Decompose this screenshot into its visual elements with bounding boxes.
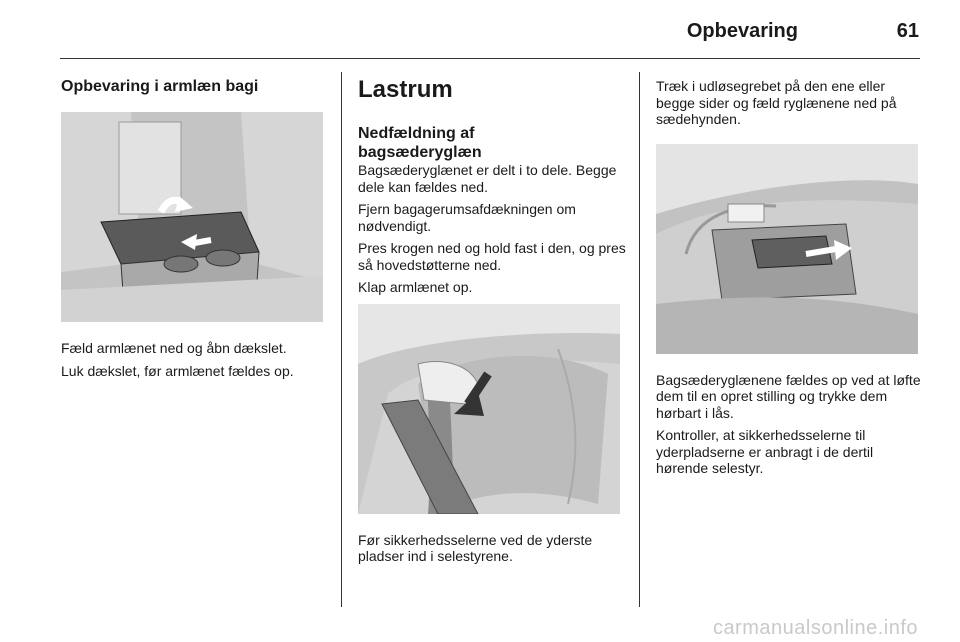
column-2 [358, 72, 626, 571]
paragraph: Træk i udløsegrebet på den ene eller begge sider og fæld ryglænene ned på sædehynden. [656, 78, 897, 127]
paragraph: Fæld armlænet ned og åbn dækslet. [61, 340, 287, 356]
paragraph: Kontroller, at sikkerhedsselerne til yderpladserne er anbragt i de dertil hørende selestyr. [656, 427, 874, 476]
paragraph: Klap armlænet op. [358, 279, 473, 295]
armrest-illustration [61, 112, 323, 322]
column-1 [61, 72, 329, 385]
paragraph: Bagsæderyglænene fældes op ved at løfte dem til en opret stilling og trykke dem hørbart i lås. [656, 371, 921, 421]
paragraph: Fjern bagagerumsafdækningen om nødvendigt. [358, 201, 576, 234]
figure-caption: Før sikkerhedsselerne ved de yderste pladser ind i selestyrene. [358, 531, 593, 564]
seat-release-lever-illustration [656, 144, 918, 354]
paragraph: Luk dækslet, før armlænet fældes op. [61, 362, 294, 379]
column-divider [639, 72, 640, 607]
paragraph: Pres krogen ned og hold fast i den, og pres så hovedstøtterne ned. [358, 240, 626, 273]
column-3 [656, 72, 926, 483]
paragraph: Bagsæderyglænet er delt i to dele. Begge dele kan fældes ned. [358, 162, 617, 195]
page-header-title: Opbevaring [686, 20, 798, 42]
column-divider [341, 72, 342, 607]
section-heading-armrest: Opbevaring i armlæn bagi [61, 78, 259, 95]
seatbelt-guide-illustration [358, 304, 620, 514]
watermark-link[interactable]: carmanualsonline.info [712, 617, 918, 639]
subheading-line-1: Nedfældning af [358, 125, 475, 142]
page-number: 61 [896, 20, 919, 42]
chapter-title: Lastrum [358, 76, 453, 103]
header-rule [60, 58, 920, 59]
subheading-line-2: bagsæderyglæn [358, 144, 482, 161]
